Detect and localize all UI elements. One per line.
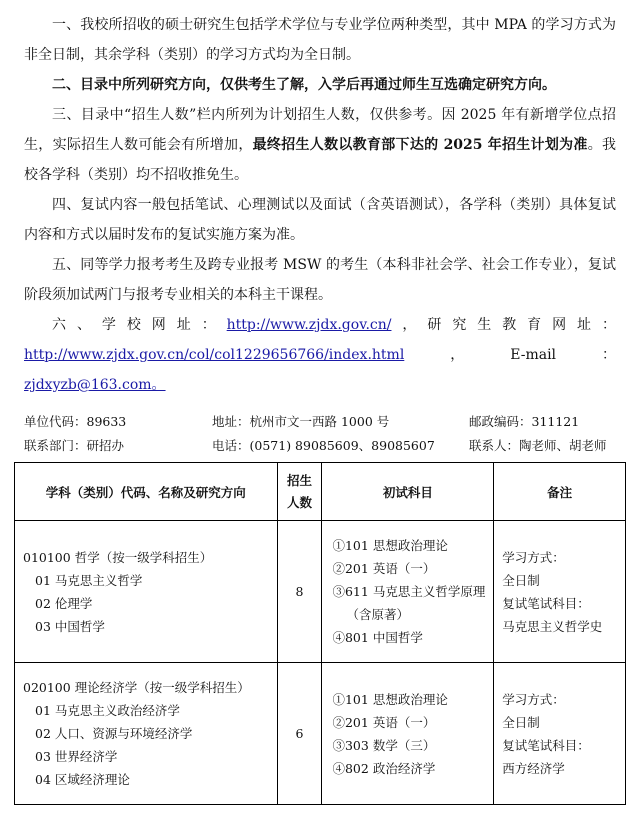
note-6-mid: ，研究生教育网址：: [391, 317, 617, 333]
exam-item: ④802 政治经济学: [332, 760, 436, 776]
enrollment-count: 8: [277, 521, 322, 663]
direction-item: 01 马克思主义政治经济学: [35, 703, 180, 718]
note-item: 全日制: [502, 714, 540, 730]
header-exams: 初试科目: [322, 463, 494, 521]
exam-item: ③611 马克思主义哲学原理: [332, 584, 486, 599]
exam-item: （含原著）: [346, 607, 409, 622]
admission-notes: [24, 10, 616, 400]
note-3-text-a: 三、目录中“招生人数”栏内所列为计划招生人数，仅供参考。因 2025 年有新增学位点招生，实际招生人数可能会有所增加，: [24, 107, 616, 153]
table-header-row: [15, 463, 626, 521]
note-1: 一、我校所招收的硕士研究生包括学术学位与专业学位两种类型，其中 MPA 的学习方式为非全日制，其余学科（类别）的学习方式均为全日制。: [24, 17, 616, 63]
school-url-link[interactable]: http://www.zjdx.gov.cn/: [226, 317, 392, 333]
exam-cell: [322, 663, 494, 805]
subject-cell: [15, 521, 278, 663]
direction-item: 02 伦理学: [35, 595, 93, 611]
exam-item: ②201 英语（一）: [332, 714, 436, 730]
notes-cell: [494, 663, 626, 805]
exam-item: ③303 数学（三）: [332, 737, 436, 753]
note-3: [24, 100, 616, 190]
note-3-text-c: 。我校各学科（类别）均不招收推免生。: [24, 137, 617, 183]
info-row-1: [24, 412, 624, 434]
exam-item: ①101 思想政治理论: [332, 691, 448, 707]
contact-person: 联系人：陶老师、胡老师: [469, 438, 607, 453]
note-6-mail-label: ，E-mail：: [404, 347, 616, 363]
enrollment-count: 6: [277, 663, 322, 805]
table-row: [15, 521, 626, 663]
phone: 电话：(0571) 89085609、89085607: [212, 438, 435, 453]
subject-name: 010100 哲学（按一级学科招生）: [23, 549, 213, 565]
direction-item: 03 中国哲学: [35, 618, 105, 634]
unit-code: 单位代码：89633: [24, 414, 127, 429]
exam-item: ①101 思想政治理论: [332, 538, 448, 553]
email-link[interactable]: zjdxyzb@163.com。: [24, 377, 166, 393]
info-row-2: [24, 436, 624, 458]
grad-edu-url-link[interactable]: http://www.zjdx.gov.cn/col/col1229656766/index.html: [24, 347, 405, 363]
direction-item: 03 世界经济学: [35, 749, 118, 764]
header-subject: 学科（类别）代码、名称及研究方向: [15, 463, 278, 521]
exam-item: ②201 英语（一）: [332, 561, 436, 576]
direction-item: 02 人口、资源与环境经济学: [35, 726, 193, 741]
note-item: 学习方式：: [502, 549, 565, 565]
subject-cell: [15, 663, 278, 805]
postal-code: 邮政编码：311121: [469, 414, 580, 429]
note-item: 学习方式：: [502, 691, 565, 707]
note-item: 复试笔试科目：: [502, 737, 590, 753]
note-4: 四、复试内容一般包括笔试、心理测试以及面试（含英语测试），各学科（类别）具体复试内容和方式以届时发布的复试实施方案为准。: [24, 197, 616, 243]
note-item: 西方经济学: [502, 760, 565, 776]
note-6-prefix: 六、学校网址：: [52, 317, 227, 333]
note-5: 五、同等学力报考考生及跨专业报考 MSW 的考生（本科非社会学、社会工作专业），复试阶段须加试两门与报考专业相关的本科主干课程。: [24, 257, 616, 303]
exam-item: ④801 中国哲学: [332, 630, 423, 645]
address: 地址：杭州市文一西路 1000 号: [212, 414, 390, 429]
note-3-bold: 最终招生人数以教育部下达的 2025 年招生计划为准: [252, 137, 588, 153]
contact-dept: 联系部门：研招办: [24, 438, 125, 453]
direction-item: 04 区域经济理论: [35, 772, 130, 787]
note-6: [24, 310, 616, 400]
note-2: [24, 70, 616, 100]
header-notes: 备注: [494, 463, 626, 521]
exam-cell: [322, 521, 494, 663]
table-row: [15, 663, 626, 805]
program-table: [14, 462, 626, 805]
note-item: 复试笔试科目：: [502, 595, 590, 611]
direction-item: 01 马克思主义哲学: [35, 572, 143, 588]
header-count: 招生人数: [277, 463, 322, 521]
notes-cell: [494, 521, 626, 663]
note-item: 全日制: [502, 572, 540, 588]
subject-name: 020100 理论经济学（按一级学科招生）: [23, 680, 250, 695]
note-item: 马克思主义哲学史: [502, 618, 603, 634]
note-2-text: 二、目录中所列研究方向，仅供考生了解，入学后再通过师生互选确定研究方向。: [52, 77, 556, 93]
